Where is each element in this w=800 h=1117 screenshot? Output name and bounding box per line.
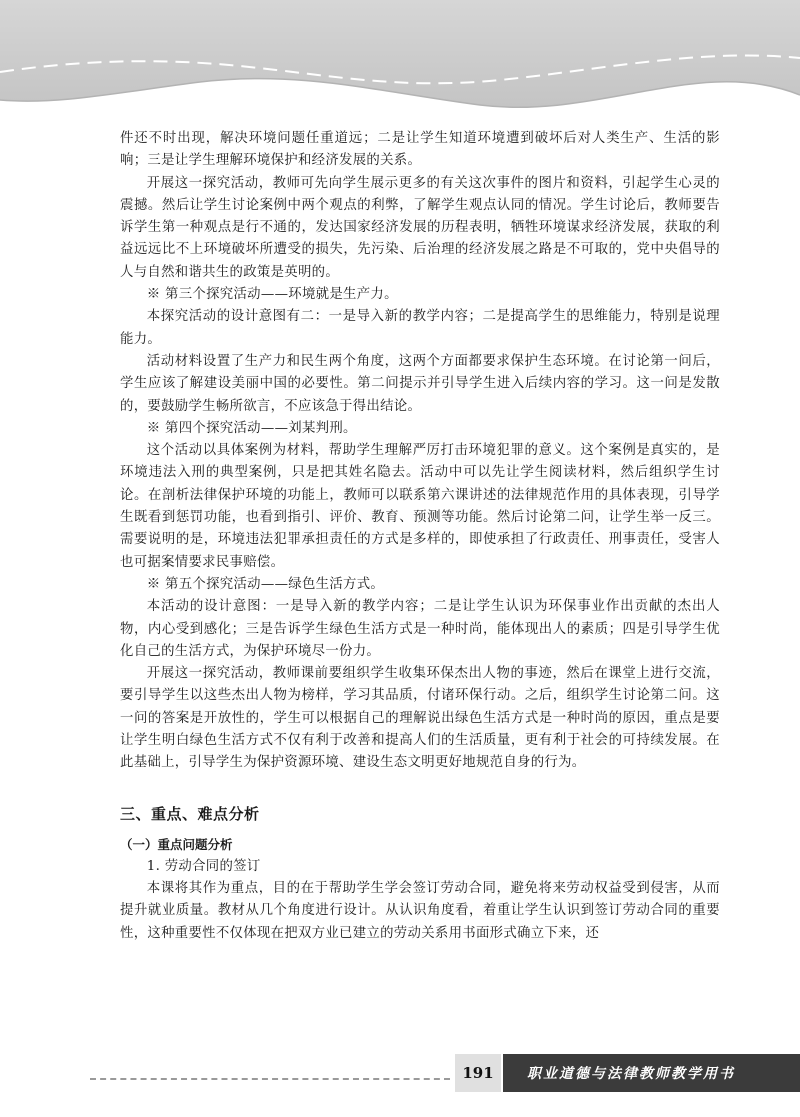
subsection-title: （一）重点问题分析 bbox=[120, 836, 233, 852]
page-number: 191 bbox=[455, 1054, 501, 1092]
header-decoration bbox=[0, 0, 800, 120]
text-block-2 bbox=[120, 878, 720, 945]
section-title: 三、重点、难点分析 bbox=[120, 804, 260, 823]
paragraph: 开展这一探究活动，教师课前要组织学生收集环保杰出人物的事迹，然后在课堂上进行交流，要引导学生以这些杰出人物为榜样，学习其品质，付诸环保行动。之后，组织学生讨论第二问。这一问的答案是开放性的，学生可以根据自己的理解说出绿色生活方式是一种时尚的原因，重点是要让学生明白绿色生活方式不仅有利于改善和提高人们的生活质量，更有利于社会的可持续发展。在此基础上，引导学生为保护资源环境、建设生态文明更好地规范自身的行为。 bbox=[120, 666, 720, 771]
paragraph: ※ 第四个探究活动——刘某判刑。 bbox=[146, 420, 357, 436]
paragraph: ※ 第三个探究活动——环境就是生产力。 bbox=[146, 287, 398, 303]
paragraph: 本活动的设计意图：一是导入新的教学内容；二是让学生认识为环保事业作出贡献的杰出人物，内心受到感化；三是告诉学生绿色生活方式是一种时尚，能体现出人的素质；四是引导学生优化自己的生活方式，为保护环境尽一份力。 bbox=[120, 599, 720, 659]
footer-divider bbox=[90, 1078, 450, 1080]
text-block-1 bbox=[120, 128, 720, 775]
paragraph: 活动材料设置了生产力和民生两个角度，这两个方面都要求保护生态环境。在讨论第一问后，学生应该了解建设美丽中国的必要性。第二问提示并引导学生进入后续内容的学习。这一问是发散的，要鼓励学生畅所欲言，不应该急于得出结论。 bbox=[120, 353, 720, 414]
paragraph: 这个活动以具体案例为材料，帮助学生理解严厉打击环境犯罪的意义。这个案例是真实的，是环境违法入刑的典型案例，只是把其姓名隐去。活动中可以先让学生阅读材料，然后组织学生讨论。在剖析法律保护环境的功能上，教师可以联系第六课讲述的法律规范作用的具体表现，引导学生既看到惩罚功能，也看到指引、评价、教育、预测等功能。然后讨论第二问，让学生举一反三。需要说明的是，环境违法犯罪承担责任的方式是多样的，即使承担了行政责任、刑事责任，受害人也可据案情要求民事赔偿。 bbox=[120, 443, 720, 570]
paragraph: 开展这一探究活动，教师可先向学生展示更多的有关这次事件的图片和资料，引起学生心灵的震撼。然后让学生讨论案例中两个观点的利弊，了解学生观点认同的情况。学生讨论后，教师要告诉学生第一种观点是行不通的，发达国家经济发展的历程表明，牺牲环境谋求经济发展，获取的利益远远比不上环境破坏所遭受的损失，先污染、后治理的经济发展之路是不可取的，党中央倡导的人与自然和谐共生的政策是英明的。 bbox=[120, 175, 720, 280]
main-content bbox=[120, 128, 720, 945]
paragraph: ※ 第五个探究活动——绿色生活方式。 bbox=[146, 576, 385, 592]
paragraph: 本课将其作为重点，目的在于帮助学生学会签订劳动合同，避免将来劳动权益受到侵害，从而提升就业质量。教材从几个角度进行设计。从认识角度看，着重让学生认识到签订劳动合同的重要性，这种重要性不仅体现在把双方业已建立的劳动关系用书面形式确立下来，还 bbox=[120, 880, 720, 941]
item-title: 1. 劳动合同的签订 bbox=[146, 858, 261, 874]
book-title: 职业道德与法律教师教学用书 bbox=[503, 1054, 800, 1092]
paragraph: 件还不时出现，解决环境问题任重道远；二是让学生知道环境遭到破坏后对人类生产、生活的影响；三是让学生理解环境保护和经济发展的关系。 bbox=[120, 131, 720, 169]
paragraph: 本探究活动的设计意图有二：一是导入新的教学内容；二是提高学生的思维能力，特别是说理能力。 bbox=[120, 309, 720, 347]
